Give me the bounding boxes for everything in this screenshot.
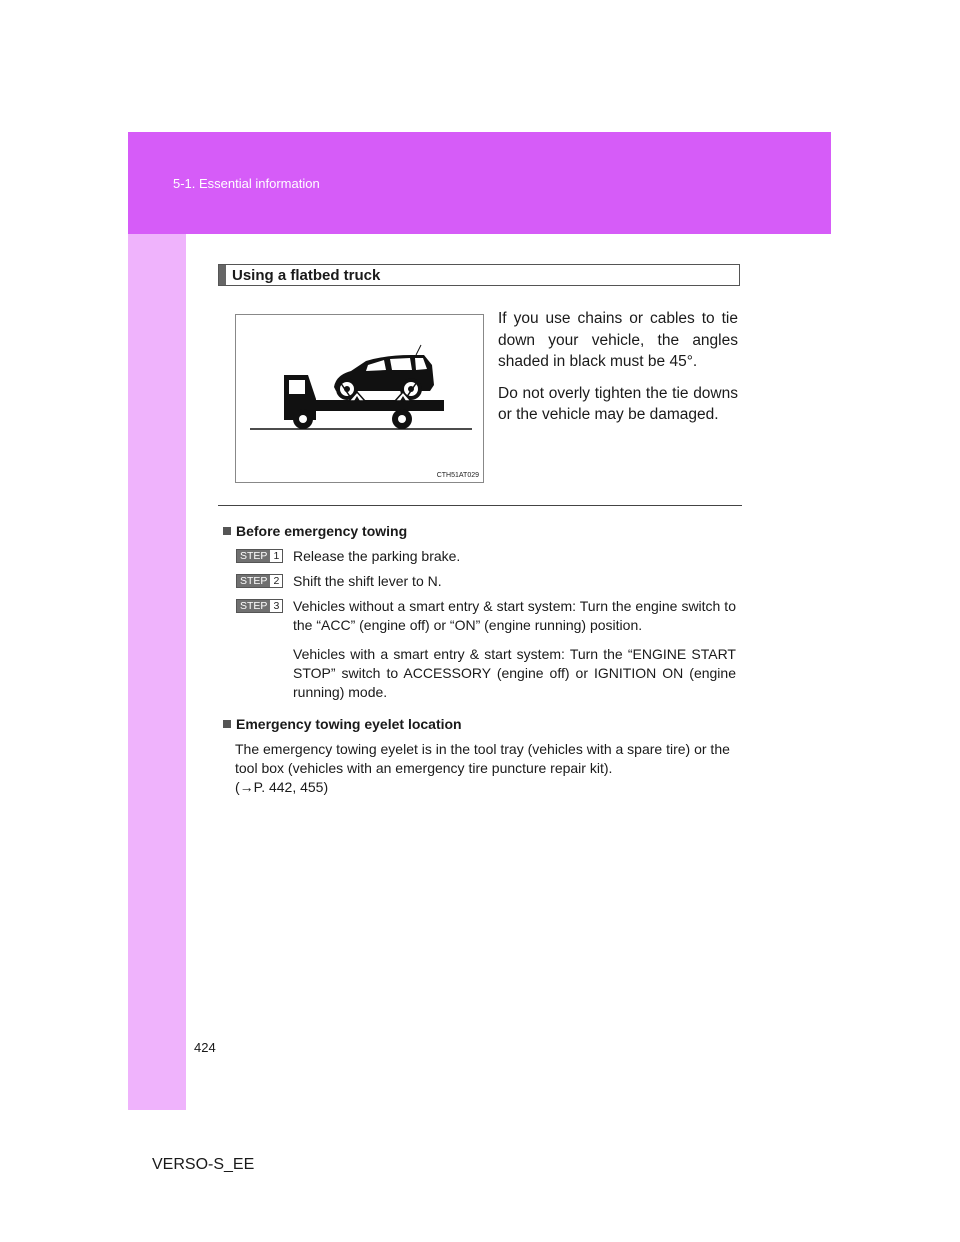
figure-caption (498, 308, 738, 436)
before-towing-heading-text: Before emergency towing (236, 523, 408, 539)
eyelet-text: The emergency towing eyelet is in the tool tray (vehicles with a spare tire) or the tool box (vehicles with an emergency tire puncture repair kit). (235, 741, 730, 776)
step-text-alt: Vehicles with a smart entry & start system: Turn the “ENGINE START STOP” switch to ACCESSORY (engine off) or IGNITION ON (engine running) mode. (293, 646, 736, 700)
doc-code: VERSO-S_EE (152, 1156, 255, 1173)
flatbed-truck-figure (235, 314, 484, 483)
step-text: Shift the shift lever to N. (293, 573, 442, 589)
flatbed-truck-illustration (236, 315, 483, 482)
caption-paragraph-1: If you use chains or cables to tie down your vehicle, the angles shaded in black must be 45°. (498, 310, 738, 370)
square-bullet-icon (223, 720, 231, 728)
caption-paragraph-2: Do not overly tighten the tie downs or the vehicle may be damaged. (498, 384, 738, 423)
before-towing-heading (223, 523, 407, 539)
step-1 (236, 547, 736, 563)
section-divider (218, 505, 742, 506)
step-word: STEP (237, 550, 270, 562)
step-2 (236, 572, 736, 588)
step-number: 1 (270, 550, 282, 562)
eyelet-heading-text: Emergency towing eyelet location (236, 716, 462, 732)
step-text: Release the parking brake. (293, 548, 461, 564)
step-badge (236, 574, 283, 588)
side-strip (128, 234, 186, 1110)
step-2-text (293, 572, 736, 597)
section-title: Using a flatbed truck (232, 266, 381, 284)
step-word: STEP (237, 600, 270, 612)
figure-code: CTH51AT029 (436, 472, 479, 479)
step-text: Vehicles without a smart entry & start system: Turn the engine switch to the “ACC” (engine off) or “ON” (engine running) position. (293, 598, 736, 633)
step-badge (236, 549, 283, 563)
eyelet-body (235, 740, 740, 797)
page-number: 424 (194, 1040, 216, 1055)
step-word: STEP (237, 575, 270, 587)
section-title-box (218, 264, 740, 286)
step-3 (236, 597, 736, 700)
step-badge (236, 599, 283, 613)
step-3-text (293, 597, 736, 708)
step-number: 3 (270, 600, 282, 612)
step-number: 2 (270, 575, 282, 587)
eyelet-page-ref: (→P. 442, 455) (235, 779, 329, 795)
section-label: 5-1. Essential information (173, 176, 320, 191)
step-1-text (293, 547, 736, 572)
title-accent-bar (219, 265, 226, 285)
square-bullet-icon (223, 527, 231, 535)
eyelet-heading (223, 716, 462, 732)
